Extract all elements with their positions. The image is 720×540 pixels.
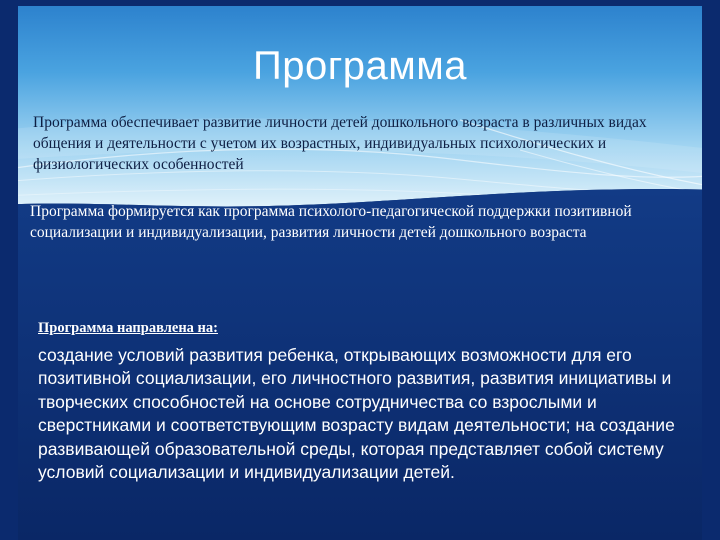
slide-title: Программа: [252, 44, 468, 88]
paragraph-development: Программа обеспечивает развитие личности детей дошкольного возраста в различных видах общения и деятельности с учетом их возрастных, индивидуальных психологических и физиологических особенностей: [33, 114, 647, 173]
paragraph-formation: Программа формируется как программа психолого-педагогической поддержки позитивной социализации и индивидуализации, развития личности детей дошкольного возраста: [30, 203, 632, 241]
section-heading-goals: Программа направлена на:: [38, 320, 218, 336]
paragraph-goals: создание условий развития ребенка, открывающих возможности для его позитивной социализации, его личностного развития, развития инициативы и творческих способностей на основе сотрудничества со взрослыми и сверстниками и соответствующим возрасту видам деятельности; на создание развивающей образовательной среды, которая представляет собой систему условий социализации и индивидуализации детей.: [38, 345, 675, 483]
